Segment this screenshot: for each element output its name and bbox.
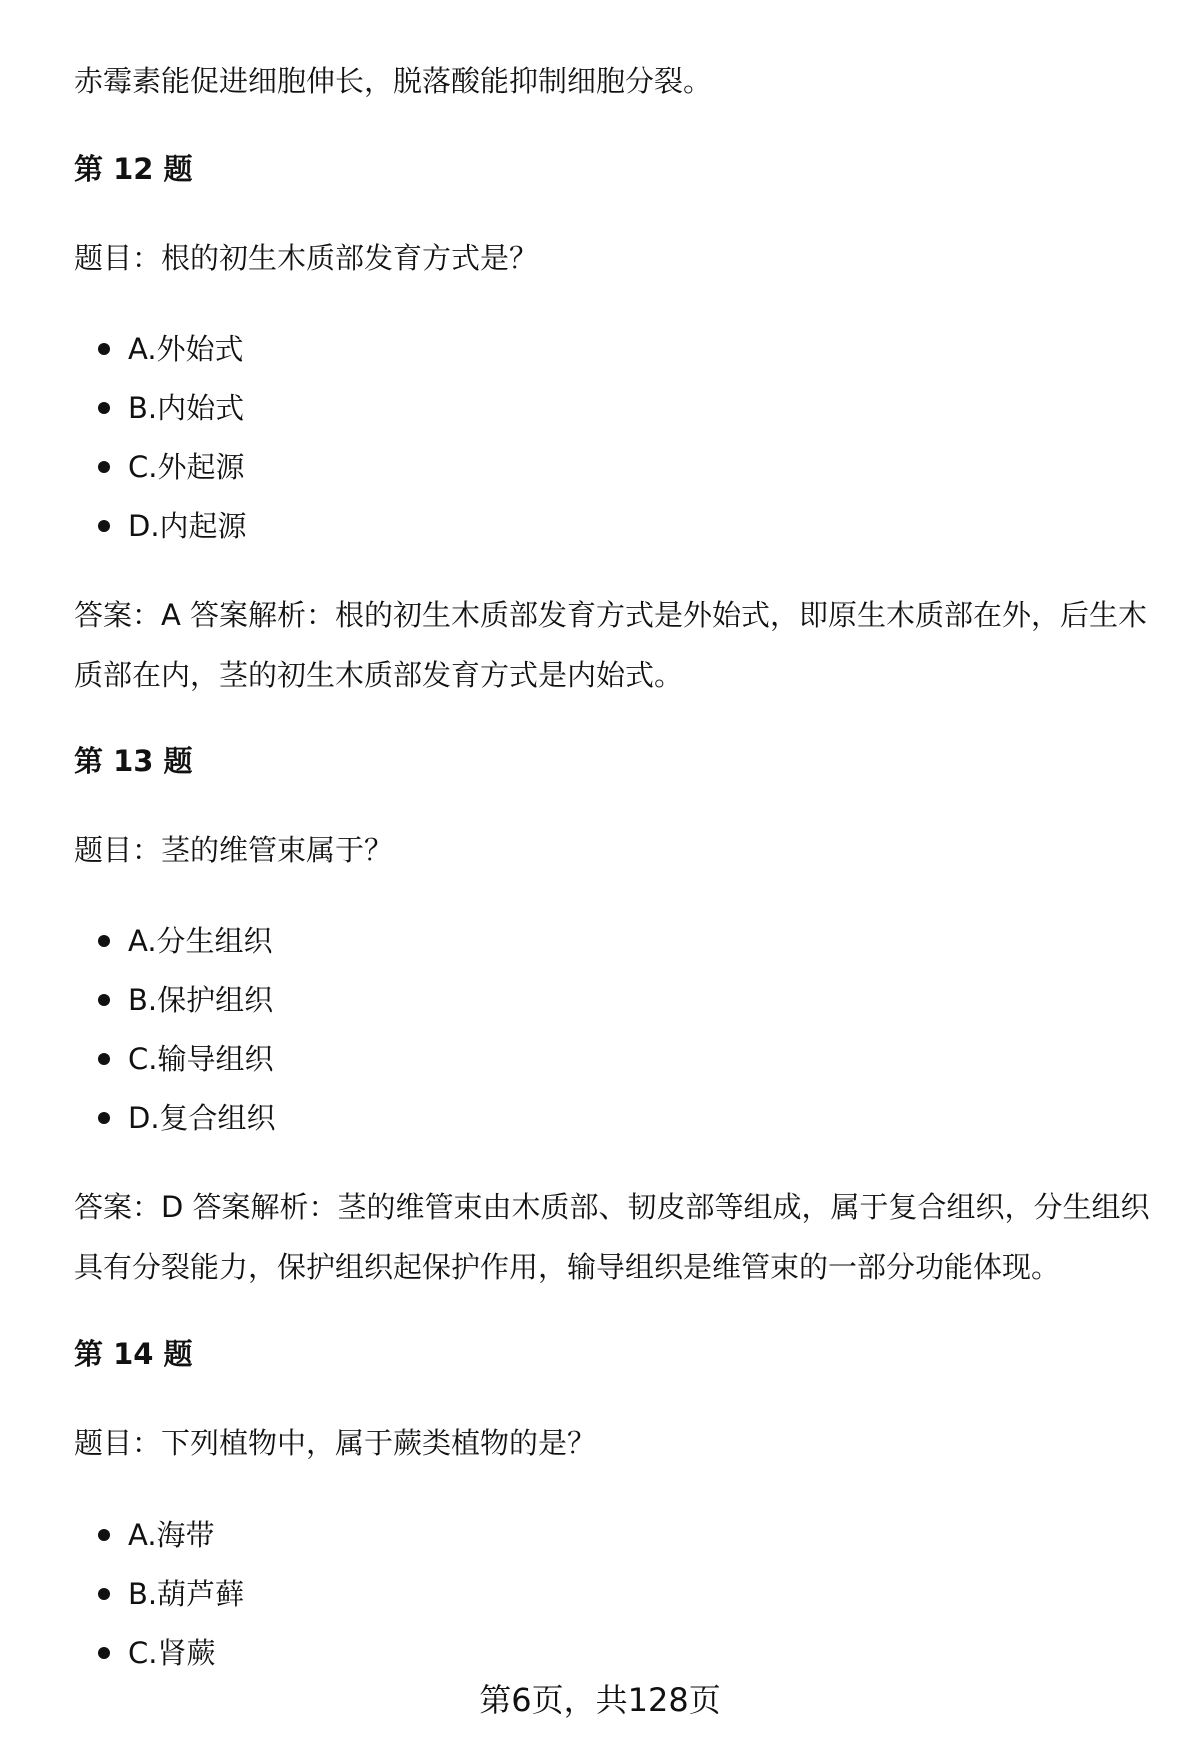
question-13-option-c: C.输导组织	[128, 1042, 274, 1076]
question-13-option-b: B.保护组织	[128, 983, 274, 1017]
question-12-heading: 第 12 题	[74, 152, 193, 186]
question-12-answer: 答案：A 答案解析：根的初生木质部发育方式是外始式，即原生木质部在外，后生木质部在内，茎的初生木质部发育方式是内始式。	[74, 598, 1148, 692]
question-12-option-a: A.外始式	[128, 332, 244, 366]
bullet-icon	[98, 1529, 110, 1541]
question-14-option-c: C.肾蕨	[128, 1636, 216, 1670]
question-12-option-c: C.外起源	[128, 450, 245, 484]
question-13-option-d: D.复合组织	[128, 1101, 276, 1135]
bullet-icon	[98, 1112, 110, 1124]
question-12-option-b: B.内始式	[128, 391, 245, 425]
question-12-option-d: D.内起源	[128, 509, 247, 543]
bullet-icon	[98, 461, 110, 473]
bullet-icon	[98, 402, 110, 414]
question-13-prompt: 题目：茎的维管束属于？	[74, 833, 394, 867]
question-13-answer: 答案：D 答案解析：茎的维管束由木质部、韧皮部等组成，属于复合组织，分生组织具有分裂能力，保护组织起保护作用，输导组织是维管束的一部分功能体现。	[74, 1190, 1150, 1284]
bullet-icon	[98, 935, 110, 947]
question-14-option-a: A.海带	[128, 1518, 215, 1552]
bullet-icon	[98, 1588, 110, 1600]
bullet-icon	[98, 1053, 110, 1065]
question-13-option-a: A.分生组织	[128, 924, 273, 958]
bullet-icon	[98, 343, 110, 355]
page-footer: 第6页，共128页	[479, 1681, 721, 1719]
bullet-icon	[98, 520, 110, 532]
intro-line: 赤霉素能促进细胞伸长，脱落酸能抑制细胞分裂。	[74, 64, 713, 98]
question-14-heading: 第 14 题	[74, 1337, 193, 1371]
bullet-icon	[98, 1647, 110, 1659]
question-14-option-b: B.葫芦藓	[128, 1577, 245, 1611]
question-14-prompt: 题目：下列植物中，属于蕨类植物的是？	[74, 1426, 597, 1460]
question-13-heading: 第 13 题	[74, 744, 193, 778]
bullet-icon	[98, 994, 110, 1006]
question-12-prompt: 题目：根的初生木质部发育方式是？	[74, 241, 539, 275]
